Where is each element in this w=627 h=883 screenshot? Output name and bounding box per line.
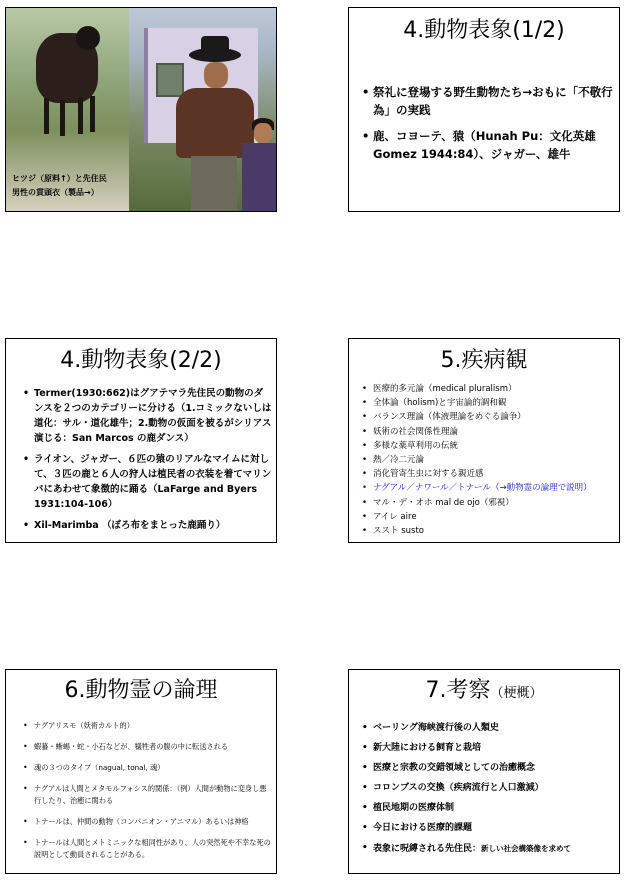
slide-animal-representation-2 [5,338,277,543]
list-item [373,842,619,856]
list-item: • バランス理論（体液理論をめぐる論争） [373,410,619,424]
list-item: • 多様な薬草利用の伝統 [373,439,619,453]
man-face [204,62,228,88]
caption-line: 男性の貫頭衣（製品→） [12,188,99,197]
photo-caption [6,170,129,210]
list-item-main: 表象に呪縛される先住民： [373,844,482,854]
list-item: • 妖術の社会関係性理論 [373,425,619,439]
list-item: • トナールは、仲間の動物（コンパニオン・アニマル）あるいは神格 [34,816,276,828]
slide-title-main: 7.考察 [425,678,491,703]
list-item: • 新大陸における飼育と栽培 [373,742,619,755]
list-item: • アイレ aire [373,510,619,524]
list-item: • 消化管寄生虫に対する親近感 [373,467,619,481]
bullet-list [373,83,619,163]
slide-title: 5.疾病観 [440,348,528,373]
list-item: • 蝦蟇・蜥蜴・蛇・小石などが、犠牲者の腹の中に転送される [34,741,276,753]
slide-photo [5,7,277,212]
list-item-sub: 新しい社会構築像を求めて [481,844,572,853]
list-item: • ススト susto [373,524,619,538]
list-item: • ライオン、ジャガー、６匹の猿のリアルなマイムに対して、３匹の鹿と６人の狩人は植民者の衣装を着てマリンバにあわせて象徴的に踊る（LaFarge and Byers 1931:104-106） [34,452,276,512]
list-item: • 全体論（holism)と宇宙論的調和観 [373,396,619,410]
bullet-list [34,386,276,533]
slide-animal-representation-1 [348,7,620,212]
list-item: • ナグアルは人間とメタモルフォシス的関係：（例）人間が動物に変身し悪行したり、治癒に関わる [34,783,276,807]
hat-brim [189,48,241,62]
list-item: • 鹿、コヨーテ、猿（Hunah Pu：文化英雄 Gomez 1944:84）、ジャガー、雄牛 [373,127,619,163]
sheep-head [76,26,100,50]
man-pants [191,156,237,212]
list-item: • 今日における医療的課題 [373,822,619,835]
list-item: • ナグアリスモ（妖術カルト的） [34,720,276,732]
sheep-leg [44,98,49,134]
sheep-leg [78,98,83,134]
slide-title-sub: （梗概） [490,686,543,701]
sheep-leg [90,96,95,132]
girl-body [242,143,277,212]
list-item: • コロンブスの交換（疾病流行と人口激減） [373,782,619,795]
list-item: • ベーリング海峡渡行後の人類史 [373,722,619,735]
slide-animal-spirit-logic [5,669,277,874]
list-item: • 植民地期の医療体制 [373,802,619,815]
slide-disease-view [348,338,620,543]
caption-line: ヒツジ（原料↑）と先住民 [12,174,107,183]
slide-title: 4.動物表象(1/2) [403,18,565,43]
slide-title: 6.動物霊の論理 [64,678,218,703]
list-item: • 熱／冷二元論 [373,453,619,467]
list-item: • 魂の３つのタイプ（nagual, tonal, 魂） [34,762,276,774]
bullet-list [34,720,276,861]
list-item-highlighted: • ナグアル／ナワール／トナール（→動物霊の論理で説明） [373,481,619,495]
slide-title [349,678,619,707]
bullet-list [373,722,619,856]
list-item: • 祭礼に登場する野生動物たち→おもに「不敬行為」の実践 [373,83,619,119]
list-item: • 医療的多元論（medical pluralism） [373,382,619,396]
sheep-leg [60,100,65,136]
list-item: • 医療と宗教の交錯領域としての治癒概念 [373,762,619,775]
bullet-list [373,382,619,538]
girl-face [254,123,272,143]
slide-discussion [348,669,620,874]
list-item: • トナールは人間とメトミニックな相同性があり、人の突然死や不幸な死の説明として動員されることがある。 [34,837,276,861]
list-item: • Xil-Marimba （ぼろ布をまとった鹿踊り） [34,518,276,533]
slide-title: 4.動物表象(2/2) [60,348,222,373]
list-item: • Termer(1930:662)はグアテマラ先住民の動物のダンスを２つのカテゴリーに分ける（1.コミックないしは道化：サル・道化雄牛；2.動物の仮面を被るがシリアス演じる：San Marcos の鹿ダンス） [34,386,276,446]
house-window [156,63,184,97]
list-item: • マル・デ・オホ mal de ojo（邪視） [373,496,619,510]
